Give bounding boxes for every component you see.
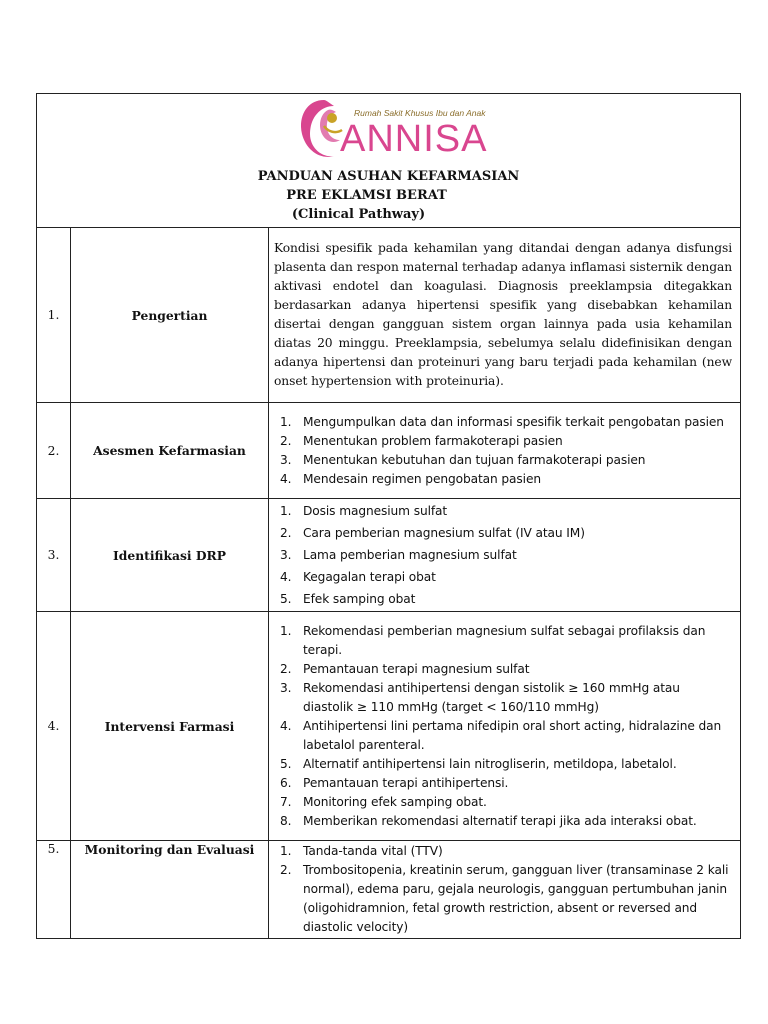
list-item: 1. Mengumpulkan data dan informasi spesifik terkait pengobatan pasien [280,414,724,429]
numbered-list [274,413,732,489]
list-item: 1. Rekomendasi pemberian magnesium sulfat sebagai profilaksis dan terapi. [280,623,706,657]
row-label: Intervensi Farmasi [71,612,269,841]
row-content [269,841,741,939]
header-row [37,94,741,228]
row-label: Monitoring dan Evaluasi [71,841,269,939]
list-item: 3. Rekomendasi antihipertensi dengan sistolik ≥ 160 mmHg atau diastolik ≥ 110 mmHg (target < 160/110 mmHg) [280,680,680,714]
list-item: 4. Mendesain regimen pengobatan pasien [280,471,541,486]
numbered-list [274,842,732,937]
table-row [37,499,741,612]
logo-tagline: Rumah Sakit Khusus Ibu dan Anak [353,108,486,118]
table-row [37,612,741,841]
list-item: 3. Lama pemberian magnesium sulfat [280,548,517,562]
document-subtitle: PRE EKLAMSI BERAT [286,188,447,203]
document [36,93,740,939]
row-label: Identifikasi DRP [71,499,269,612]
row-content: Kondisi spesifik pada kehamilan yang ditandai dengan adanya disfungsi plasenta dan respon maternal terhadap adanya inflamasi sisternik dengan aktivasi endotel dan koagulasi. Diagnosis preeklampsia ditegakkan berdasarkan adanya hipertensi spesifik yang disebabkan kehamilan disertai dengan gangguan sistem organ lainnya pada usia kehamilan diatas 20 minggu. Preeklampsia, sebelumya selalu didefinisikan dengan adanya hipertensi dan proteinuri yang baru terjadi pada kehamilan (new onset hypertension with proteinuria). [269,228,741,403]
clinical-pathway-table [36,93,741,939]
list-item: 6. Pemantauan terapi antihipertensi. [280,775,509,790]
list-item: 1. Dosis magnesium sulfat [280,504,448,518]
table-row [37,403,741,499]
list-item: 2. Cara pemberian magnesium sulfat (IV atau IM) [280,526,585,540]
table-row [37,841,741,939]
logo [43,96,734,166]
document-title: PANDUAN ASUHAN KEFARMASIAN [257,169,520,184]
list-item: 5. Alternatif antihipertensi lain nitrogliserin, metildopa, labetalol. [280,756,677,771]
table-row [37,228,741,403]
row-number: 4. [37,612,71,841]
row-content [269,499,741,612]
row-number: 3. [37,499,71,612]
annisa-logo-icon [284,96,494,166]
row-label: Pengertian [71,228,269,403]
numbered-list [274,622,732,831]
row-content [269,403,741,499]
row-content [269,612,741,841]
list-item: 8. Memberikan rekomendasi alternatif terapi jika ada interaksi obat. [280,813,697,828]
list-item: 7. Monitoring efek samping obat. [280,794,487,809]
row-number: 1. [37,228,71,403]
document-type: (Clinical Pathway) [291,207,426,222]
list-item: 4. Kegagalan terapi obat [280,570,436,584]
list-item: 1. Tanda-tanda vital (TTV) [280,844,443,858]
list-item: 5. Efek samping obat [280,592,416,606]
list-item: 2. Trombositopenia, kreatinin serum, gangguan liver (transaminase 2 kali normal), edema paru, gejala neurologis, gangguan pertumbuhan janin (oligohidramnion, fetal growth restriction, absent or reversed and diastolic velocity) [280,863,729,934]
logo-brand: ANNISA [339,118,487,160]
header-cell [37,94,741,228]
list-item: 3. Menentukan kebutuhan dan tujuan farmakoterapi pasien [280,452,646,467]
row-number: 2. [37,403,71,499]
row-number: 5. [37,841,71,939]
list-item: 4. Antihipertensi lini pertama nifedipin oral short acting, hidralazine dan labetalol parenteral. [280,718,722,752]
list-item: 2. Pemantauan terapi magnesium sulfat [280,661,530,676]
list-item: 2. Menentukan problem farmakoterapi pasien [280,433,563,448]
row-label: Asesmen Kefarmasian [71,403,269,499]
numbered-list [274,500,732,610]
